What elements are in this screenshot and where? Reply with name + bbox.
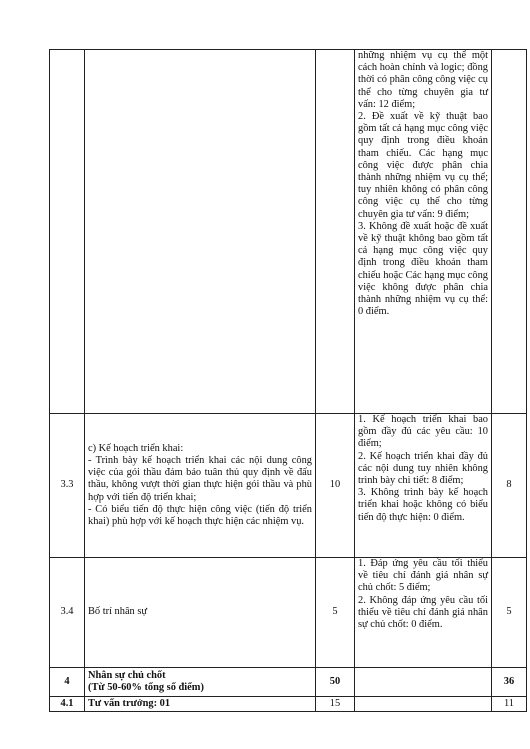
scoring-line: những nhiệm vụ cụ thể một cách hoàn chỉnh và logic; đồng thời có phân công công việc cụ thể cho từng chuyên gia tư vấn: 12 điểm; xyxy=(358,50,488,110)
awarded-score: 36 xyxy=(492,668,527,697)
criterion-cell xyxy=(85,50,316,414)
max-score: 5 xyxy=(316,558,355,668)
awarded-score: 11 xyxy=(492,697,527,712)
scoring-line: 1. Đáp ứng yêu cầu tối thiểu về tiêu chí đánh giá nhân sự chủ chốt: 5 điểm; xyxy=(358,558,488,594)
scoring-line: 2. Không đáp ứng yêu cầu tối thiểu về tiêu chí đánh giá nhân sự chủ chốt: 0 điểm. xyxy=(358,594,488,631)
table-row xyxy=(50,558,527,668)
row-number: 4 xyxy=(50,668,85,697)
criterion-line: Bố trí nhân sự xyxy=(88,606,148,618)
table-row xyxy=(50,697,527,712)
evaluation-table xyxy=(49,49,527,712)
criterion-line: (Từ 50-60% tổng số điểm) xyxy=(88,682,204,693)
table-row xyxy=(50,668,527,697)
criterion-line: Tư vấn trưởng: 01 xyxy=(88,697,171,709)
scoring-line: 2. Kế hoạch triển khai đầy đủ các nội dung tuy nhiên không trình bày chi tiết: 8 điểm; xyxy=(358,450,488,487)
scoring-guide xyxy=(355,697,492,712)
criterion-cell xyxy=(85,668,316,697)
scoring-line: 3. Không trình bày kế hoạch triển khai hoặc không có biểu tiến độ thực hiện: 0 điểm. xyxy=(358,487,488,523)
criterion-line: - Trình bày kế hoạch triển khai các nội dung công việc của gói thầu đảm bảo tuân thủ quy định về đấu thầu, không vượt thời gian thực hiện gói thầu và phù hợp với tiến độ triển khai; xyxy=(88,454,312,503)
max-score: 15 xyxy=(316,697,355,712)
row-number xyxy=(50,50,85,414)
max-score: 10 xyxy=(316,414,355,558)
scoring-line: 1. Kế hoạch triển khai bao gồm đầy đủ các yêu cầu: 10 điểm; xyxy=(358,414,488,450)
awarded-score: 5 xyxy=(492,558,527,668)
criterion-cell xyxy=(85,697,316,712)
scoring-guide xyxy=(355,558,492,668)
row-number: 4.1 xyxy=(50,697,85,712)
criterion-line: c) Kế hoạch triển khai: xyxy=(88,442,184,454)
criterion-cell xyxy=(85,414,316,558)
criterion-cell xyxy=(85,558,316,668)
row-number: 3.3 xyxy=(50,414,85,558)
scoring-line: 3. Không đề xuất hoặc đề xuất về kỹ thuật không bao gồm tất cả hạng mục công việc quy định trong điều khoản tham chiếu hoặc Các hạng mục công việc không được phân chia thành những nhiệm vụ cụ thể: 0 điểm. xyxy=(358,220,488,318)
scoring-guide xyxy=(355,50,492,414)
awarded-score: 8 xyxy=(492,414,527,558)
awarded-score xyxy=(492,50,527,414)
scoring-guide xyxy=(355,668,492,697)
table-row xyxy=(50,50,527,414)
scoring-guide xyxy=(355,414,492,558)
criterion-line: - Có biểu tiến độ thực hiện công việc (tiến độ triển khai) phù hợp với kế hoạch thực hiện các nhiệm vụ. xyxy=(88,503,312,527)
max-score: 50 xyxy=(316,668,355,697)
row-number: 3.4 xyxy=(50,558,85,668)
table-row xyxy=(50,414,527,558)
scoring-line: 2. Đề xuất về kỹ thuật bao gồm tất cả hạng mục công việc quy định trong điều khoản tham chiếu. Các hạng mục công việc được phân chia thành những nhiệm vụ cụ thể; tuy nhiên không có phân công công việc cụ thể cho từng chuyên gia tư vấn: 9 điểm; xyxy=(358,111,488,220)
criterion-line: Nhân sự chủ chốt xyxy=(88,669,166,681)
max-score xyxy=(316,50,355,414)
